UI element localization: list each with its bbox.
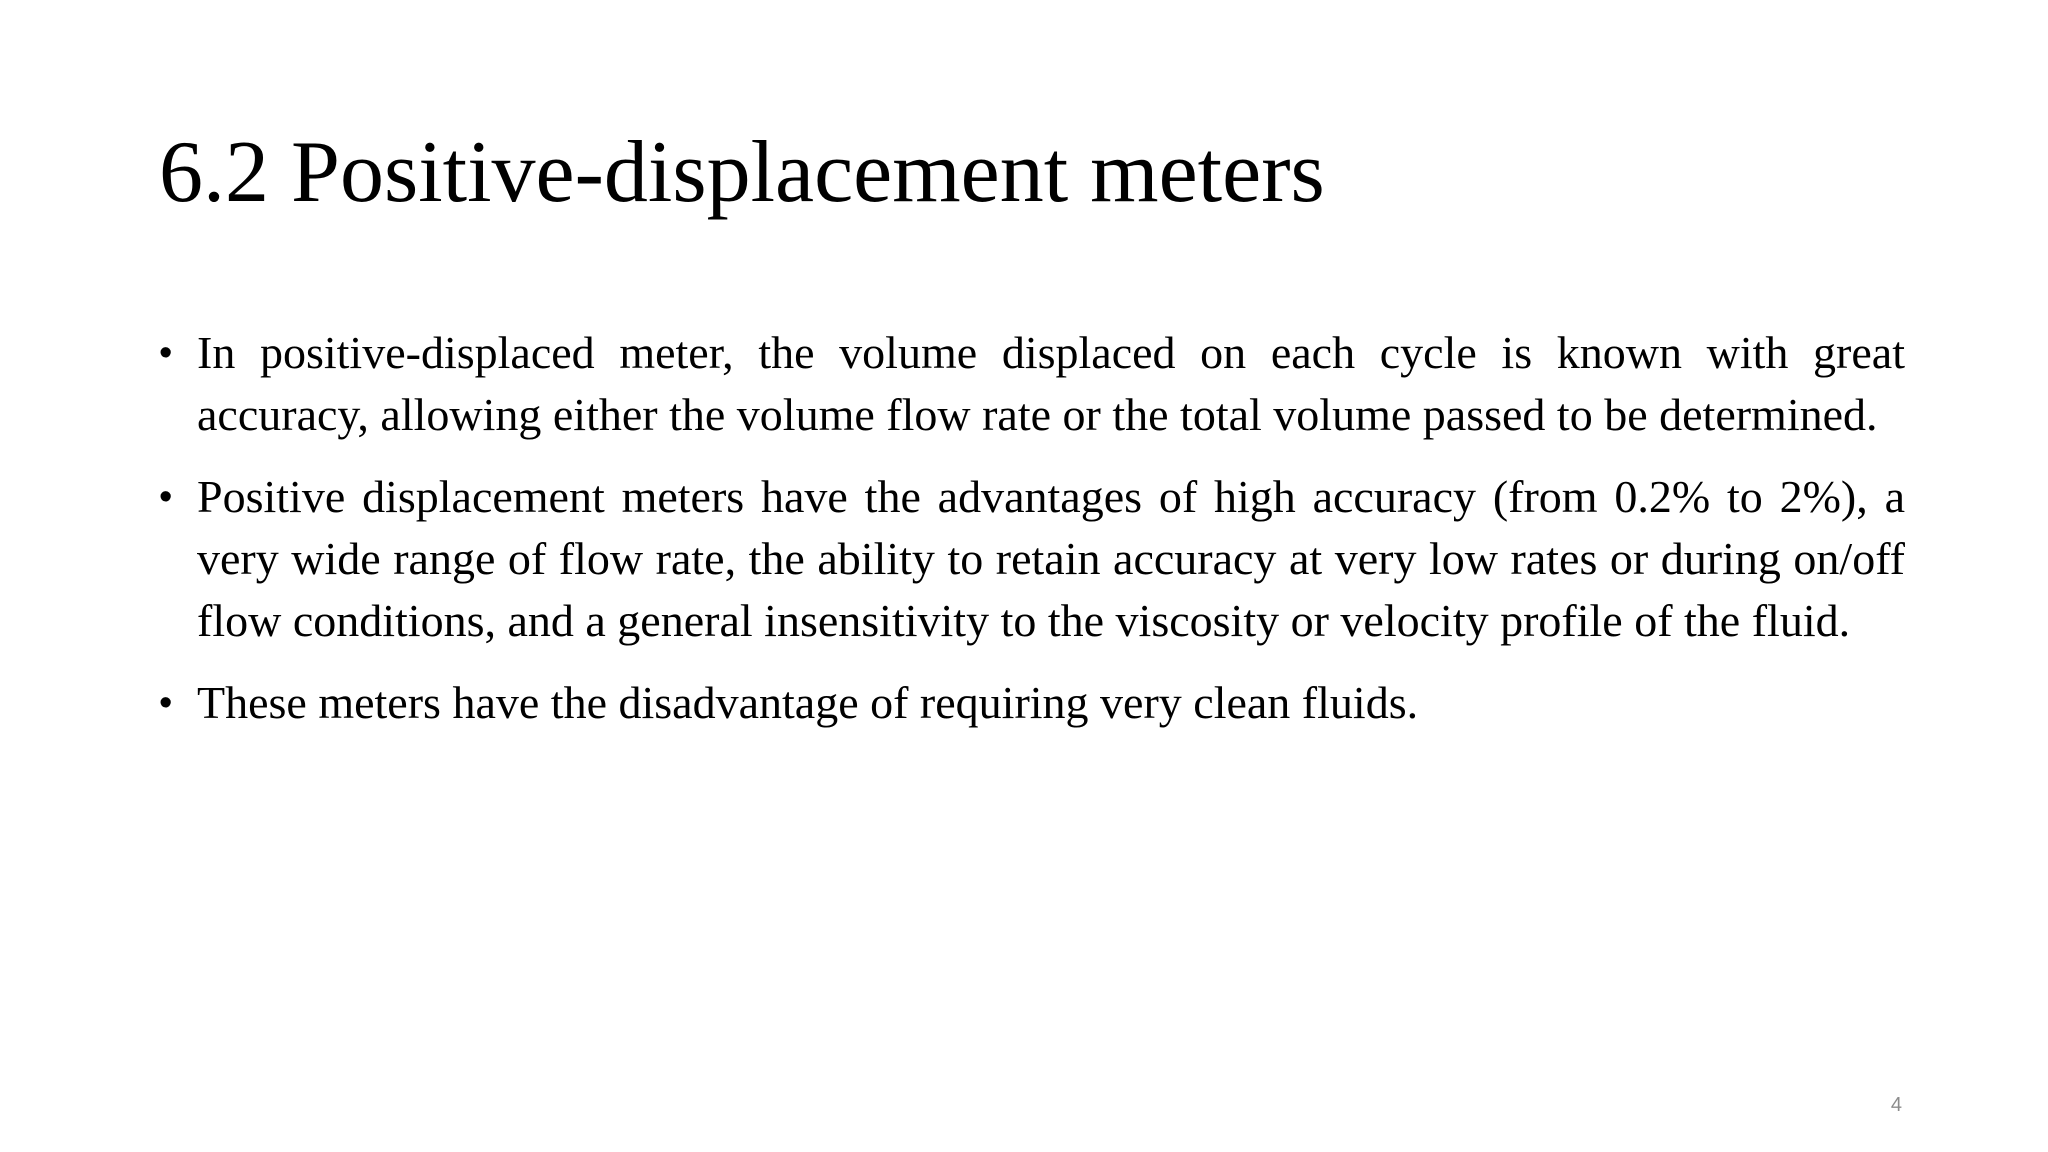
- slide-title: 6.2 Positive-displacement meters: [159, 124, 1325, 221]
- bullet-item: [159, 322, 1905, 446]
- bullet-marker: •: [159, 682, 173, 724]
- bullet-text: In positive-displaced meter, the volume displaced on each cycle is known with great accuracy, allowing either the volume flow rate or the total volume passed to be determined.: [197, 327, 1905, 440]
- bullet-list: [159, 322, 1905, 754]
- bullet-item: [159, 466, 1905, 652]
- bullet-text: Positive displacement meters have the advantages of high accuracy (from 0.2% to 2%), a very wide range of flow rate, the ability to retain accuracy at very low rates or during on/off flow conditions, and a general insensitivity to the viscosity or velocity profile of the fluid.: [197, 471, 1905, 646]
- bullet-marker: •: [159, 476, 173, 518]
- bullet-item: [159, 672, 1905, 734]
- page-number: 4: [1890, 1094, 1902, 1116]
- bullet-marker: •: [159, 332, 173, 374]
- bullet-text: These meters have the disadvantage of requiring very clean fluids.: [197, 677, 1419, 728]
